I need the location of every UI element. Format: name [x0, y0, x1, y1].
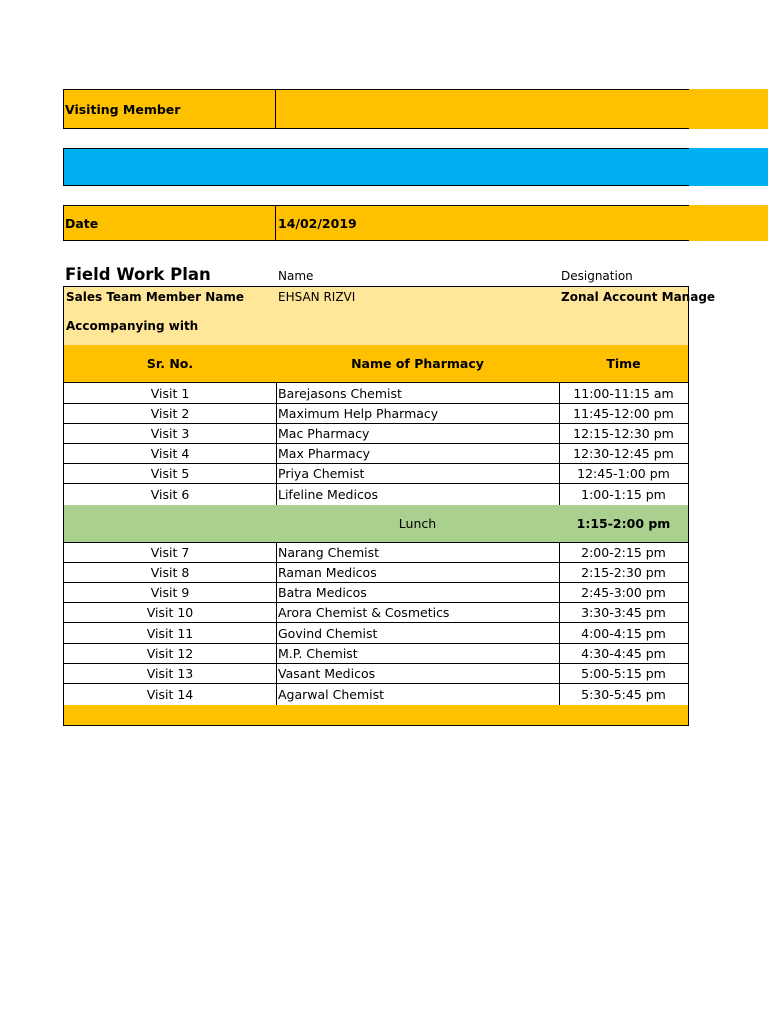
visit-pharmacy: Vasant Medicos: [276, 663, 560, 684]
visiting-member-label: Visiting Member: [63, 89, 276, 129]
visit-sr: Visit 13: [63, 663, 277, 684]
visit-sr: Visit 14: [63, 684, 277, 706]
visit-sr: Visit 6: [63, 484, 277, 506]
visit-pharmacy: Batra Medicos: [276, 582, 560, 603]
header-pharmacy: Name of Pharmacy: [276, 345, 560, 383]
visit-time: 11:00-11:15 am: [559, 383, 689, 404]
sales-member-label: Sales Team Member Name: [63, 286, 277, 307]
visit-time: 4:30-4:45 pm: [559, 643, 689, 664]
visit-pharmacy: Max Pharmacy: [276, 443, 560, 464]
footer-cell-time: [559, 705, 689, 726]
visit-time: 12:15-12:30 pm: [559, 423, 689, 444]
visit-sr: Visit 12: [63, 643, 277, 664]
visit-sr: Visit 2: [63, 403, 277, 424]
visit-pharmacy: Raman Medicos: [276, 562, 560, 583]
lunch-sr-cell: [63, 505, 277, 543]
visit-pharmacy: Agarwal Chemist: [276, 684, 560, 706]
blue-band-border: [63, 148, 689, 186]
visit-time: 1:00-1:15 pm: [559, 484, 689, 506]
sales-member-name[interactable]: EHSAN RIZVI: [276, 286, 560, 307]
footer-cell-sr: [63, 705, 277, 726]
accompanying-designation-1[interactable]: [559, 306, 689, 326]
visit-pharmacy: Govind Chemist: [276, 623, 560, 644]
visit-pharmacy: M.P. Chemist: [276, 643, 560, 664]
visit-pharmacy: Maximum Help Pharmacy: [276, 403, 560, 424]
sales-member-designation[interactable]: Zonal Account Manage: [559, 286, 689, 307]
plan-title: Field Work Plan: [65, 264, 211, 284]
visit-time: 2:00-2:15 pm: [559, 542, 689, 563]
visiting-member-value[interactable]: [276, 89, 689, 129]
accompanying-name-2[interactable]: [276, 325, 560, 346]
visit-sr: Visit 10: [63, 602, 277, 623]
header-time: Time: [559, 345, 689, 383]
visit-sr: Visit 7: [63, 542, 277, 563]
visit-time: 3:30-3:45 pm: [559, 602, 689, 623]
date-value[interactable]: 14/02/2019: [278, 215, 357, 231]
visit-time: 5:30-5:45 pm: [559, 684, 689, 706]
date-label: Date: [63, 205, 276, 241]
visit-time: 12:30-12:45 pm: [559, 443, 689, 464]
visit-pharmacy: Mac Pharmacy: [276, 423, 560, 444]
visit-sr: Visit 3: [63, 423, 277, 444]
visit-sr: Visit 5: [63, 463, 277, 484]
visit-pharmacy: Narang Chemist: [276, 542, 560, 563]
visit-time: 4:00-4:15 pm: [559, 623, 689, 644]
visit-sr: Visit 9: [63, 582, 277, 603]
accompanying-name-1[interactable]: [276, 306, 560, 326]
visit-sr: Visit 8: [63, 562, 277, 583]
visit-pharmacy: Lifeline Medicos: [276, 484, 560, 506]
visit-time: 11:45-12:00 pm: [559, 403, 689, 424]
visit-sr: Visit 4: [63, 443, 277, 464]
name-header: Name: [278, 269, 314, 283]
footer-cell-pharmacy: [276, 705, 560, 726]
header-sr-no: Sr. No.: [63, 345, 277, 383]
visit-pharmacy: Priya Chemist: [276, 463, 560, 484]
visit-time: 2:45-3:00 pm: [559, 582, 689, 603]
accompanying-designation-2[interactable]: [559, 325, 689, 346]
lunch-time: 1:15-2:00 pm: [559, 505, 689, 543]
lunch-label: Lunch: [276, 505, 560, 543]
accompanying-label: Accompanying with: [63, 306, 277, 346]
visit-time: 5:00-5:15 pm: [559, 663, 689, 684]
visit-time: 12:45-1:00 pm: [559, 463, 689, 484]
visit-pharmacy: Arora Chemist & Cosmetics: [276, 602, 560, 623]
visit-pharmacy: Barejasons Chemist: [276, 383, 560, 404]
designation-header: Designation: [561, 269, 633, 283]
visit-time: 2:15-2:30 pm: [559, 562, 689, 583]
visit-sr: Visit 1: [63, 383, 277, 404]
visit-sr: Visit 11: [63, 623, 277, 644]
